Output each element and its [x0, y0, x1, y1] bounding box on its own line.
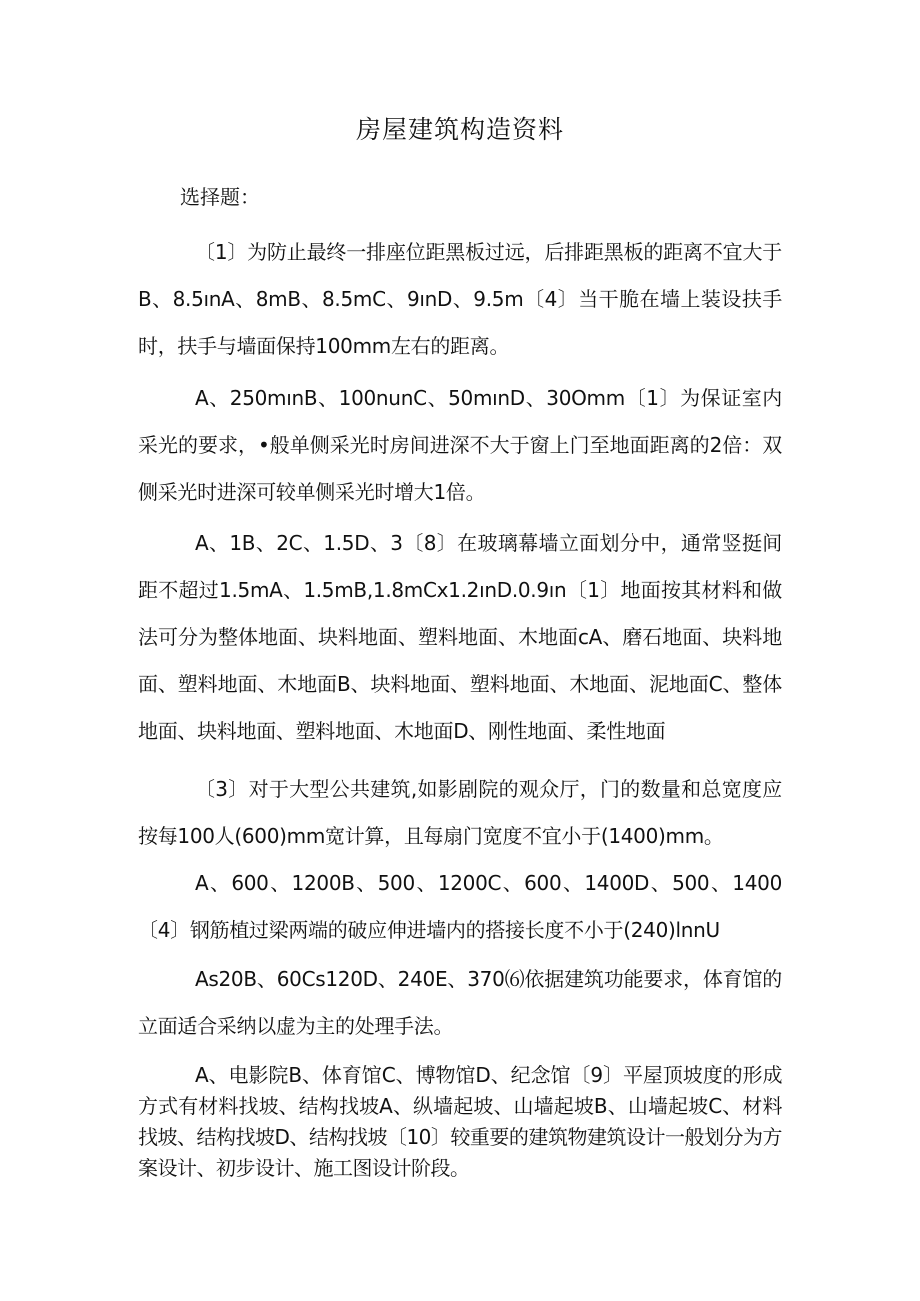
paragraph-5: A、600、1200B、500、1200C、600、1400D、500、1400〔4〕钢筋植过梁两端的破应伸进墙内的搭接长度不小于(240)lnnU — [138, 871, 782, 942]
paragraph-7: A、电影院B、体育馆C、博物馆D、纪念馆〔9〕平屋顶坡度的形成方式有材料找坡、结构找坡A、纵墙起坡、山墙起坡B、山墙起坡C、材料找坡、结构找坡D、结构找坡〔10〕较重要的建筑物建筑设计一般划分为方案设计、初步设计、施工图设计阶段。 — [138, 1063, 782, 1180]
paragraph-3: A、1B、2C、1.5D、3〔8〕在玻璃幕墙立面划分中，通常竖挺间距不超过1.5mA、1.5mB,1.8mCx1.2ınD.0.9ın〔1〕地面按其材料和做法可分为整体地面、块料地面、塑料地面、木地面cA、磨石地面、块料地面、塑料地面、木地面B、块料地面、塑料地面、木地面、泥地面C、整体地面、块料地面、塑料地面、木地面D、刚性地面、柔性地面 — [138, 531, 782, 743]
document-title: 房屋建筑构造资料 — [355, 115, 564, 144]
paragraph-4: 〔3〕对于大型公共建筑,如影剧院的观众厅，门的数量和总宽度应按每100人(600)mm宽计算，且每扇门宽度不宜小于(1400)mm。 — [138, 777, 782, 848]
section-heading: 选择题： — [180, 185, 260, 209]
paragraph-2: A、250mınB、100nunC、50mınD、30Omm〔1〕为保证室内采光的要求，•般单侧采光时房间进深不大于窗上门至地面距离的2倍：双侧采光时进深可较单侧采光时增大1倍。 — [138, 386, 782, 504]
paragraph-6: As20B、60Cs120D、240E、370⑹依据建筑功能要求，体育馆的立面适合采纳以虚为主的处理手法。 — [138, 967, 782, 1038]
paragraph-1: 〔1〕为防止最终一排座位距黑板过远，后排距黑板的距离不宜大于B、8.5ınA、8mB、8.5mC、9ınD、9.5m〔4〕当干脆在墙上装设扶手时，扶手与墙面保持100mm左右的距离。 — [138, 240, 782, 358]
